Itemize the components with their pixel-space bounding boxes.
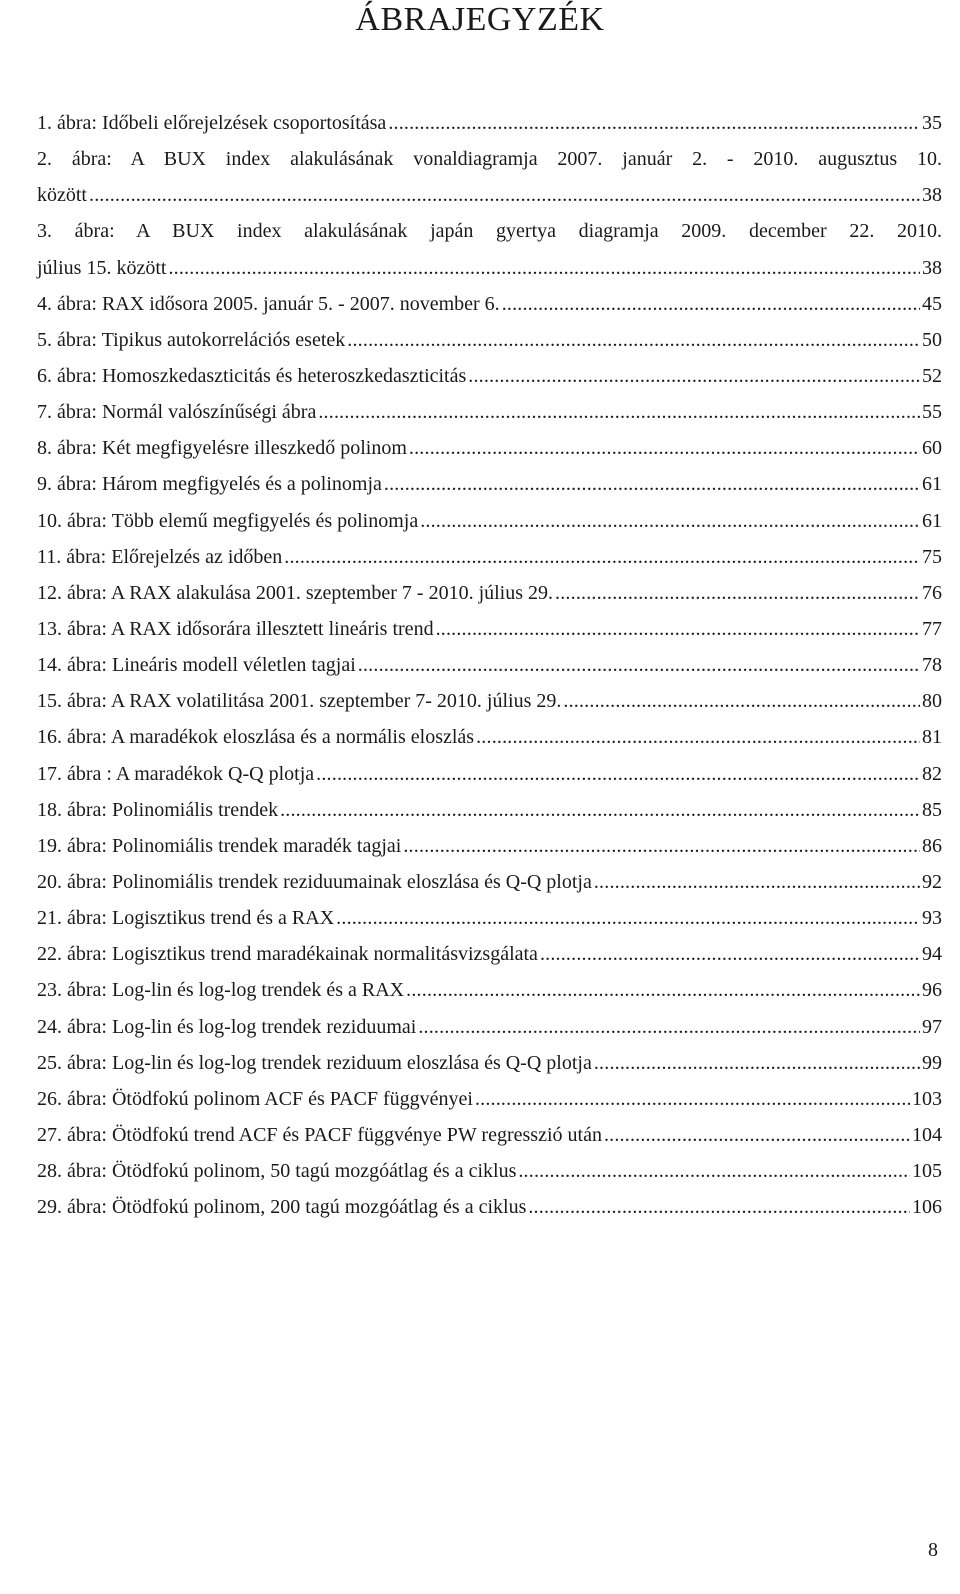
list-item[interactable] bbox=[37, 1117, 942, 1153]
dot-leader bbox=[604, 1117, 910, 1153]
dot-leader bbox=[358, 647, 920, 683]
dot-leader bbox=[418, 1009, 920, 1045]
entry-page: 75 bbox=[922, 545, 942, 568]
entry-title: 4. ábra: RAX idősora 2005. január 5. - 2007. november 6. bbox=[37, 292, 500, 315]
entry-page: 97 bbox=[922, 1015, 942, 1038]
list-item[interactable] bbox=[37, 611, 942, 647]
dot-leader bbox=[594, 1045, 920, 1081]
list-item[interactable] bbox=[37, 358, 942, 394]
dot-leader bbox=[347, 322, 920, 358]
entry-page: 80 bbox=[922, 690, 942, 713]
entry-title: 6. ábra: Homoszkedaszticitás és heteroszkedaszticitás bbox=[37, 364, 467, 387]
list-item[interactable] bbox=[37, 213, 942, 285]
entry-title: 24. ábra: Log-lin és log-log trendek reziduumai bbox=[37, 1015, 417, 1038]
entry-title: 16. ábra: A maradékok eloszlása és a normális eloszlás bbox=[37, 726, 475, 749]
list-item[interactable] bbox=[37, 1189, 942, 1225]
figure-list bbox=[37, 105, 942, 1225]
dot-leader bbox=[318, 394, 920, 430]
entry-page: 61 bbox=[922, 473, 942, 496]
list-item[interactable] bbox=[37, 828, 942, 864]
list-item[interactable] bbox=[37, 1009, 942, 1045]
entry-title-first-line: 3. ábra: A BUX index alakulásának japán gyertya diagramja 2009. december 22. 2010. bbox=[37, 220, 942, 243]
entry-title: 7. ábra: Normál valószínűségi ábra bbox=[37, 401, 317, 424]
entry-title: 18. ábra: Polinomiális trendek bbox=[37, 798, 279, 821]
dot-leader bbox=[384, 466, 920, 502]
entry-title: 25. ábra: Log-lin és log-log trendek reziduum eloszlása és Q-Q plotja bbox=[37, 1051, 592, 1074]
entry-title: 23. ábra: Log-lin és log-log trendek és a RAX bbox=[37, 979, 405, 1002]
entry-title: 5. ábra: Tipikus autokorrelációs esetek bbox=[37, 328, 346, 351]
list-item[interactable] bbox=[37, 141, 942, 213]
entry-page: 77 bbox=[922, 617, 942, 640]
list-item[interactable] bbox=[37, 1153, 942, 1189]
dot-leader bbox=[555, 575, 920, 611]
list-item[interactable] bbox=[37, 1045, 942, 1081]
entry-page: 94 bbox=[922, 943, 942, 966]
entry-page: 38 bbox=[922, 256, 942, 279]
page-number: 8 bbox=[928, 1539, 938, 1561]
page-title: ÁBRAJEGYZÉK bbox=[355, 1, 605, 38]
dot-leader bbox=[540, 936, 920, 972]
entry-page: 81 bbox=[922, 726, 942, 749]
entry-page: 104 bbox=[912, 1123, 942, 1146]
list-item[interactable] bbox=[37, 900, 942, 936]
list-item[interactable] bbox=[37, 394, 942, 430]
entry-page: 38 bbox=[922, 184, 942, 207]
entry-title: 11. ábra: Előrejelzés az időben bbox=[37, 545, 283, 568]
entry-page: 96 bbox=[922, 979, 942, 1002]
entry-title: 28. ábra: Ötödfokú polinom, 50 tagú mozgóátlag és a ciklus bbox=[37, 1160, 517, 1183]
entry-page: 103 bbox=[912, 1087, 942, 1110]
entry-title: 26. ábra: Ötödfokú polinom ACF és PACF függvényei bbox=[37, 1087, 473, 1110]
dot-leader bbox=[168, 250, 920, 286]
entry-title: 17. ábra : A maradékok Q-Q plotja bbox=[37, 762, 315, 785]
dot-leader bbox=[476, 719, 920, 755]
entry-page: 76 bbox=[922, 581, 942, 604]
entry-title: július 15. között bbox=[37, 256, 167, 279]
entry-page: 85 bbox=[922, 798, 942, 821]
entry-title: 22. ábra: Logisztikus trend maradékainak normalitásvizsgálata bbox=[37, 943, 538, 966]
list-item[interactable] bbox=[37, 539, 942, 575]
dot-leader bbox=[518, 1153, 910, 1189]
entry-page: 105 bbox=[912, 1160, 942, 1183]
list-item[interactable] bbox=[37, 647, 942, 683]
list-item[interactable] bbox=[37, 972, 942, 1008]
dot-leader bbox=[468, 358, 920, 394]
entry-title: 10. ábra: Több elemű megfigyelés és polinomja bbox=[37, 509, 419, 532]
entry-title: 1. ábra: Időbeli előrejelzések csoportosítása bbox=[37, 112, 387, 134]
entry-page: 82 bbox=[922, 762, 942, 785]
list-item[interactable] bbox=[37, 322, 942, 358]
entry-page: 45 bbox=[922, 292, 942, 315]
dot-leader bbox=[563, 683, 920, 719]
entry-title: között bbox=[37, 184, 87, 207]
entry-page: 86 bbox=[922, 834, 942, 857]
dot-leader bbox=[594, 864, 920, 900]
list-item[interactable] bbox=[37, 683, 942, 719]
list-item[interactable] bbox=[37, 430, 942, 466]
dot-leader bbox=[475, 1081, 910, 1117]
entry-page: 50 bbox=[922, 328, 942, 351]
list-item[interactable] bbox=[37, 575, 942, 611]
list-item[interactable] bbox=[37, 286, 942, 322]
entry-title: 8. ábra: Két megfigyelésre illeszkedő polinom bbox=[37, 437, 407, 460]
list-item[interactable] bbox=[37, 466, 942, 502]
entry-page: 35 bbox=[922, 112, 942, 134]
dot-leader bbox=[403, 828, 920, 864]
list-item[interactable] bbox=[37, 936, 942, 972]
entry-page: 92 bbox=[922, 870, 942, 893]
entry-page: 52 bbox=[922, 364, 942, 387]
list-item[interactable] bbox=[37, 719, 942, 755]
dot-leader bbox=[89, 177, 920, 213]
entry-page: 93 bbox=[922, 907, 942, 930]
dot-leader bbox=[409, 430, 920, 466]
list-item[interactable] bbox=[37, 864, 942, 900]
entry-title: 14. ábra: Lineáris modell véletlen tagjai bbox=[37, 654, 356, 677]
entry-title: 13. ábra: A RAX idősorára illesztett lineáris trend bbox=[37, 617, 434, 640]
dot-leader bbox=[336, 900, 920, 936]
dot-leader bbox=[280, 792, 920, 828]
entry-title: 21. ábra: Logisztikus trend és a RAX bbox=[37, 907, 335, 930]
dot-leader bbox=[502, 286, 920, 322]
dot-leader bbox=[284, 539, 920, 575]
entry-title: 12. ábra: A RAX alakulása 2001. szeptember 7 - 2010. július 29. bbox=[37, 581, 554, 604]
list-item[interactable] bbox=[37, 756, 942, 792]
list-item[interactable] bbox=[37, 105, 942, 141]
entry-page: 61 bbox=[922, 509, 942, 532]
dot-leader bbox=[528, 1189, 910, 1225]
dot-leader bbox=[436, 611, 920, 647]
entry-title: 29. ábra: Ötödfokú polinom, 200 tagú mozgóátlag és a ciklus bbox=[37, 1196, 527, 1219]
list-item[interactable] bbox=[37, 1081, 942, 1117]
list-item[interactable] bbox=[37, 792, 942, 828]
dot-leader bbox=[388, 105, 920, 141]
dot-leader bbox=[406, 972, 920, 1008]
entry-page: 99 bbox=[922, 1051, 942, 1074]
entry-title: 20. ábra: Polinomiális trendek reziduumainak eloszlása és Q-Q plotja bbox=[37, 870, 592, 893]
entry-title: 19. ábra: Polinomiális trendek maradék tagjai bbox=[37, 834, 402, 857]
dot-leader bbox=[420, 503, 920, 539]
entry-title: 27. ábra: Ötödfokú trend ACF és PACF függvénye PW regresszió után bbox=[37, 1123, 602, 1146]
entry-page: 78 bbox=[922, 654, 942, 677]
entry-title-first-line: 2. ábra: A BUX index alakulásának vonaldiagramja 2007. január 2. - 2010. augusztus 10. bbox=[37, 148, 942, 171]
entry-page: 106 bbox=[912, 1196, 942, 1219]
entry-title: 15. ábra: A RAX volatilitása 2001. szeptember 7- 2010. július 29. bbox=[37, 690, 562, 713]
entry-page: 55 bbox=[922, 401, 942, 424]
entry-title: 9. ábra: Három megfigyelés és a polinomja bbox=[37, 473, 382, 496]
dot-leader bbox=[316, 756, 920, 792]
entry-page: 60 bbox=[922, 437, 942, 460]
list-item[interactable] bbox=[37, 503, 942, 539]
